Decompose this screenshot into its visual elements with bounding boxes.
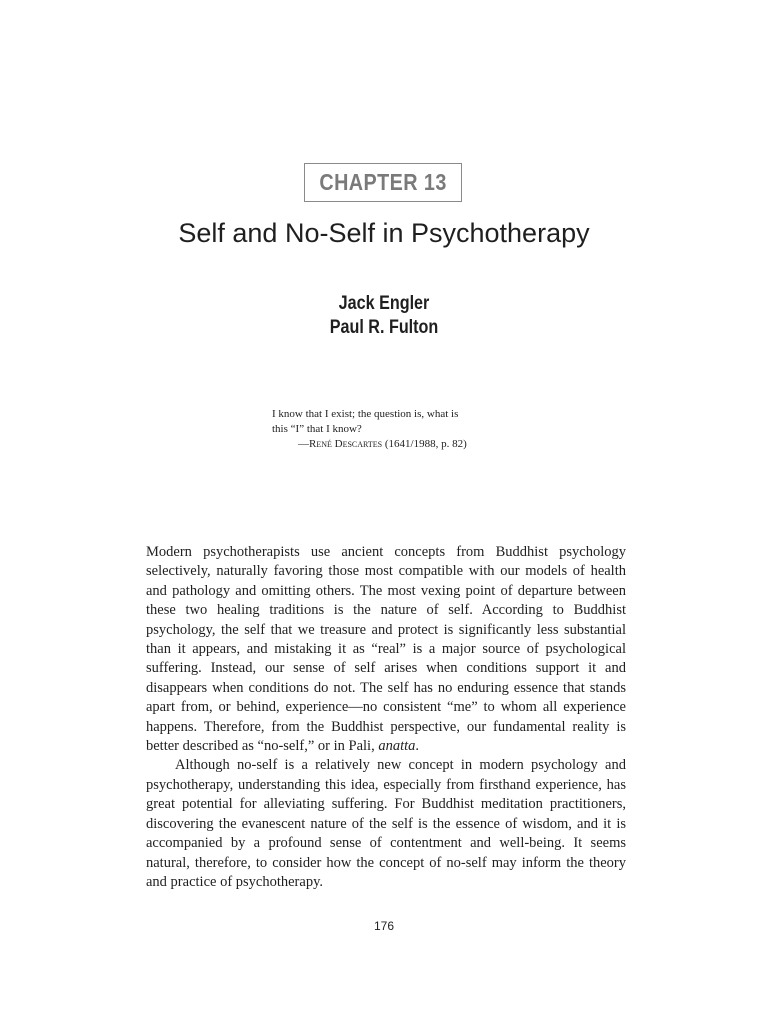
body-text <box>146 543 626 892</box>
epigraph <box>272 407 532 452</box>
paragraph-end: . <box>415 738 420 755</box>
pali-term: anatta <box>378 738 416 755</box>
author-list <box>0 292 768 340</box>
attribution-citation: (1641/1988, p. 82) <box>382 438 467 450</box>
body-paragraph: Although no-self is a relatively new concept in modern psychology and psychotherapy, understanding this idea, especially from firsthand experience, has great potential for alleviating suffering. For Buddhist meditation practitioners, discovering the evanescent nature of the self is the essence of wisdom, and it is accompanied by a profound sense of contentment and well-being. It seems natural, therefore, to consider how the concept of no-self may inform the theory and practice of psychotherapy. <box>146 757 626 890</box>
author-name: Paul R. Fulton <box>329 317 439 338</box>
paragraph-text: Modern psychotherapists use ancient concepts from Buddhist psychology selectively, naturally favoring those most compatible with our models of health and pathology and omitting others. The most vexing point of departure between these two healing traditions is the nature of self. According to Buddhist psychology, the self that we treasure and protect is significantly less substantial than it appears, and mistaking it as “real” is a major source of psychological suffering. Instead, our sense of self arises when conditions support it and disappears when conditions do not. The self has no enduring essence that stands apart from, or behind, experience—no consistent “me” to whom all experience happens. Therefore, from the Buddhist perspective, our fundamental reality is better described as “no-self,” or in Pali, <box>146 544 626 755</box>
epigraph-line: this “I” that I know? <box>272 423 362 435</box>
attribution-author: René Descartes <box>309 438 383 450</box>
epigraph-line: I know that I exist; the question is, what is <box>272 408 459 420</box>
page-number: 176 <box>373 919 395 933</box>
author-name: Jack Engler <box>338 293 430 314</box>
chapter-title: Self and No-Self in Psychotherapy <box>178 218 590 248</box>
body-paragraph <box>146 543 626 756</box>
chapter-number: CHAPTER 13 <box>319 169 447 195</box>
chapter-number-box <box>304 163 462 202</box>
attribution-dash: — <box>298 438 309 450</box>
epigraph-attribution <box>272 437 532 452</box>
